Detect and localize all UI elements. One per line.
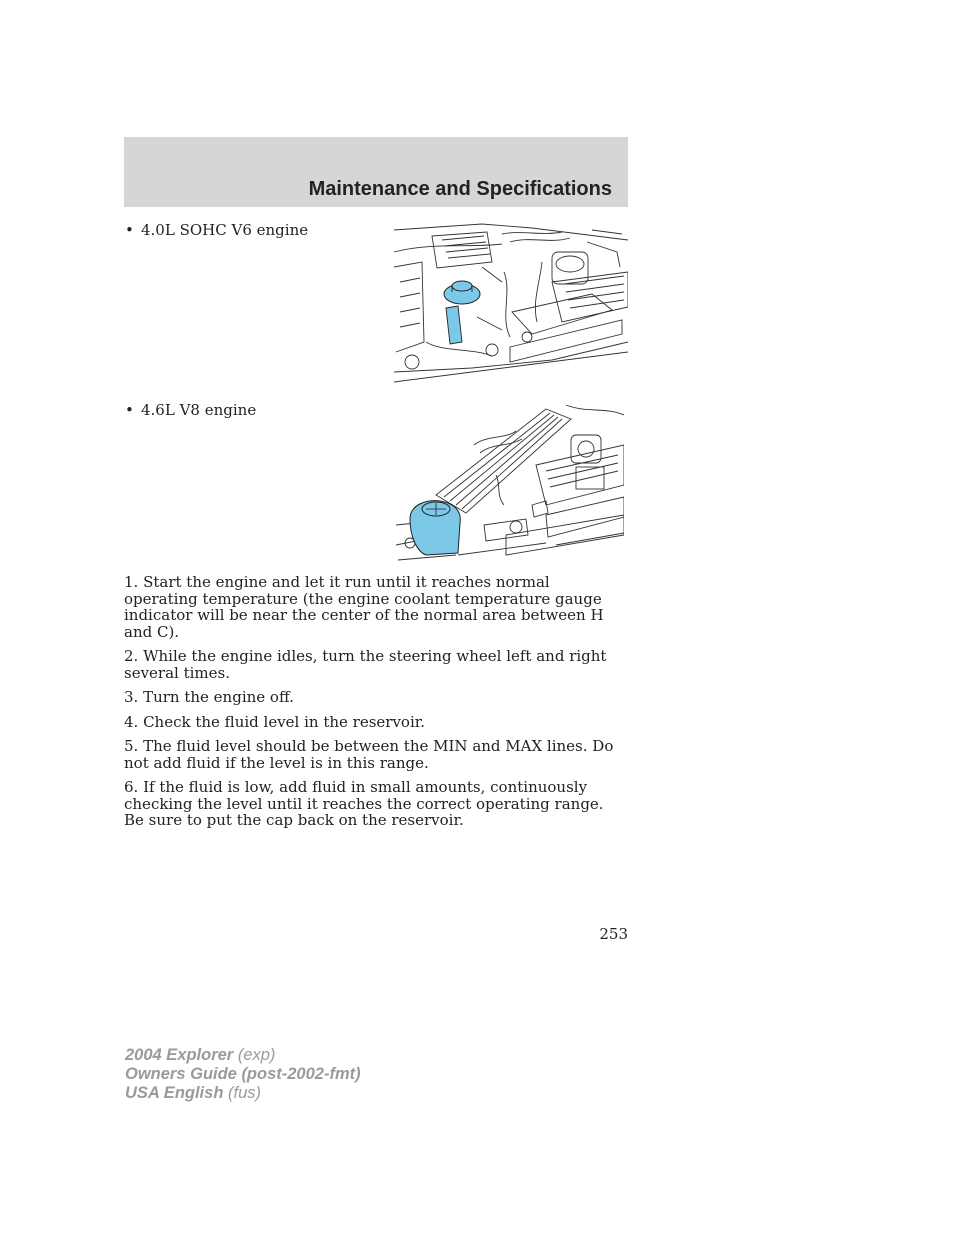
document-footer [125,1046,361,1103]
section-header-band [124,137,628,207]
footer-language-line [125,1084,361,1103]
section-title: Maintenance and Specifications [308,178,612,200]
reservoir-highlight-v8 [410,501,460,555]
footer-model-line [125,1046,361,1065]
engine-bullet-v8 [125,401,256,419]
bullet-dot: • [125,221,134,239]
reservoir-highlight-v6 [444,281,480,344]
step-2: 2. While the engine idles, turn the steering wheel left and right several times. [124,647,607,682]
procedure-steps [124,574,628,837]
engine-label-v8: 4.6L V8 engine [141,401,257,419]
page-number: 253 [599,925,628,943]
footer-language-code: (fus) [228,1084,261,1102]
footer-model-code: (exp) [237,1046,276,1064]
step-3: 3. Turn the engine off. [124,688,294,706]
v6-engine-illustration [392,222,628,385]
step-1: 1. Start the engine and let it run until it reaches normal operating temperature (the engine coolant temperature gauge indicator will be near the center of the normal area between H and C). [124,573,604,641]
footer-language: USA English [125,1084,224,1102]
footer-model: 2004 Explorer [125,1046,234,1064]
engine-bullet-v6 [125,221,308,239]
step-5: 5. The fluid level should be between the MIN and MAX lines. Do not add fluid if the level is in this range. [124,737,614,772]
step-4: 4. Check the fluid level in the reservoir. [124,712,426,731]
step-6: 6. If the fluid is low, add fluid in small amounts, continuously checking the level until it reaches the correct operating range. Be sure to put the cap back on the reservoir. [124,778,604,829]
v8-engine-illustration [396,405,624,565]
footer-guide: Owners Guide (post-2002-fmt) [125,1065,361,1083]
bullet-dot: • [125,401,134,419]
engine-label-v6: 4.0L SOHC V6 engine [141,221,309,239]
